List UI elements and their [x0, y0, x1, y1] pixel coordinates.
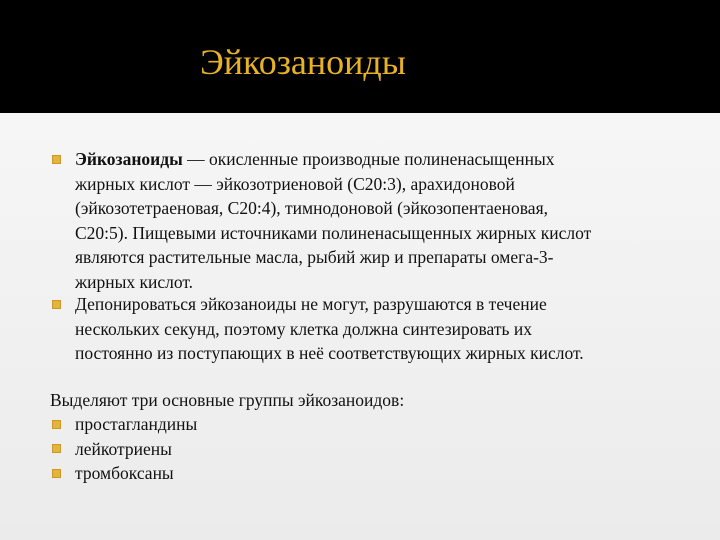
bullet-1-line-1	[75, 147, 555, 172]
bullet-1-text: — окисленные производные полиненасыщенных	[182, 149, 555, 169]
group-item-2: лейкотриены	[75, 438, 172, 459]
bullet-2-line-2: нескольких секунд, поэтому клетка должна синтезировать их	[75, 318, 532, 339]
bullet-square-icon	[52, 469, 61, 478]
bullet-1-line-3: (эйкозотетраеновая, С20:4), тимнодоновой (эйкозопентаеновая,	[75, 198, 548, 218]
group-item-3: тромбоксаны	[75, 463, 174, 483]
bullet-1-line-4: С20:5). Пищевыми источниками полиненасыщенных жирных кислот	[75, 222, 592, 243]
bullet-square-icon	[52, 444, 61, 453]
bullet-1-term: Эйкозаноиды	[75, 149, 183, 169]
bullet-1-line-6: жирных кислот.	[75, 271, 194, 292]
bullet-1-line-2: жирных кислот — эйкозотриеновой (С20:3), арахидоновой	[75, 173, 515, 194]
bullet-square-icon	[52, 300, 61, 309]
bullet-1-line-5: являются растительные масла, рыбий жир и препараты омега-3-	[75, 247, 554, 267]
slide-title: Эйкозаноиды	[200, 42, 406, 82]
slide-header	[0, 0, 720, 113]
bullet-square-icon	[52, 155, 61, 164]
bullet-square-icon	[52, 420, 61, 429]
group-item-1: простагландины	[75, 414, 198, 434]
bullet-2-line-1: Депонироваться эйкозаноиды не могут, разрушаются в течение	[75, 294, 547, 314]
bullet-2-line-3: постоянно из поступающих в неё соответствующих жирных кислот.	[75, 343, 584, 363]
groups-intro: Выделяют три основные группы эйкозаноидов:	[50, 390, 405, 410]
